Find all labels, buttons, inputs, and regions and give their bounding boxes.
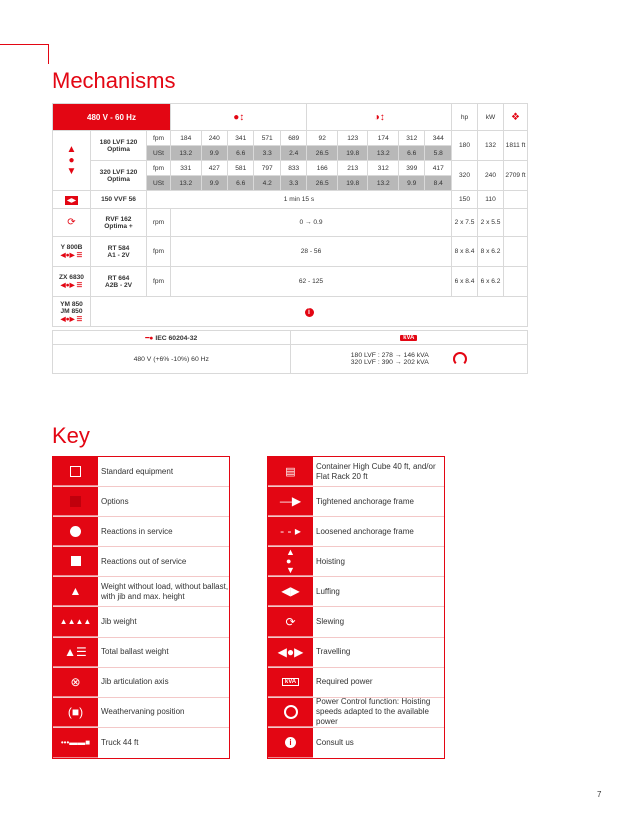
speed-cell: 427: [201, 161, 227, 176]
hoisting-icon: ▲ ● ▼: [53, 131, 91, 191]
key-item: ◀▶ Luffing: [268, 577, 444, 607]
load-cell: 13.2: [368, 176, 399, 191]
travel-speed-2: 62 - 125: [171, 267, 452, 297]
height-cell: 1811 ft: [504, 131, 528, 161]
unit-fpm: fpm: [147, 131, 171, 146]
unit-rpm: rpm: [147, 209, 171, 237]
speed-cell: 581: [228, 161, 254, 176]
mechanisms-table: [52, 103, 528, 327]
speed-cell: 797: [254, 161, 280, 176]
height-cell: 2709 ft: [504, 161, 528, 191]
load-cell: 8.4: [425, 176, 452, 191]
speed-cell: 399: [399, 161, 425, 176]
kva-line-1: 180 LVF : 278 → 146 kVA: [350, 352, 429, 359]
supply-cell: 480 V (+6% -10%) 60 Hz: [53, 345, 291, 374]
key-title: Key: [52, 423, 90, 448]
options-icon: [53, 487, 98, 516]
key-item: Standard equipment: [53, 457, 229, 487]
page-number: 7: [597, 790, 602, 799]
key-item: ▲☰ Total ballast weight: [53, 638, 229, 668]
total-ballast-weight-icon: ▲☰: [53, 638, 98, 667]
key-item: Reactions out of service: [53, 547, 229, 577]
kw-cell: 110: [478, 191, 504, 209]
unit-fpm: fpm: [147, 267, 171, 297]
load-cell: 19.8: [337, 146, 368, 161]
kva-line-2: 320 LVF : 390 → 202 kVA: [350, 359, 429, 366]
load-cell: 6.6: [399, 146, 425, 161]
load-cell: 2.4: [280, 146, 306, 161]
speed-cell: 92: [307, 131, 338, 146]
load-cell: 13.2: [368, 146, 399, 161]
speed-cell: 240: [201, 131, 227, 146]
key-item: ▲▲▲▲ Jib weight: [53, 607, 229, 637]
key-item: ▤ Container High Cube 40 ft, and/or Flat Rack 20 ft: [268, 457, 444, 487]
standard-cell: ━● IEC 60204-32: [53, 331, 291, 345]
jib-articulation-axis-icon: ⊗: [53, 668, 98, 697]
hoist-heavy-speed-icon: ◑↕: [307, 104, 452, 131]
unit-ust: USt: [147, 146, 171, 161]
speed-cell: 312: [399, 131, 425, 146]
load-cell: 26.5: [307, 146, 338, 161]
reactions-out-of-service-icon: [53, 547, 98, 576]
truck-icon: •••▬▬■: [53, 728, 98, 758]
luffing-time: 1 min 15 s: [147, 191, 452, 209]
kw-cell: 8 x 6.2: [478, 237, 504, 267]
power-control-icon: [268, 698, 313, 727]
weight-without-load-icon: ▲: [53, 577, 98, 606]
load-cell: 3.3: [280, 176, 306, 191]
standard-equipment-icon: [53, 457, 98, 486]
corner-decoration-vertical: [48, 44, 49, 64]
speed-cell: 312: [368, 161, 399, 176]
kva-values-cell: [290, 345, 528, 374]
required-power-icon: kVA: [268, 668, 313, 697]
speed-cell: 833: [280, 161, 306, 176]
slewing-icon: ⟳: [53, 209, 91, 237]
luffing-icon: ◀▶: [268, 577, 313, 606]
key-item: ⊗ Jib articulation axis: [53, 668, 229, 698]
key-left-column: [52, 456, 230, 759]
hoisting-icon: ▲ ● ▼: [268, 547, 313, 576]
load-cell: 9.9: [399, 176, 425, 191]
key-item: - - ▸ Loosened anchorage frame: [268, 517, 444, 547]
unit-fpm: fpm: [147, 161, 171, 176]
load-cell: 19.8: [337, 176, 368, 191]
power-supply-header: 480 V - 60 Hz: [53, 104, 171, 131]
load-cell: 26.5: [307, 176, 338, 191]
load-cell: 9.9: [201, 176, 227, 191]
kva-header-cell: [290, 331, 528, 345]
load-cell: 5.8: [425, 146, 452, 161]
hp-cell: 2 x 7.5: [452, 209, 478, 237]
container-icon: ▤: [268, 457, 313, 486]
load-cell: 13.2: [171, 176, 202, 191]
hp-cell: 8 x 8.4: [452, 237, 478, 267]
key-right-column: [267, 456, 445, 759]
speed-cell: 174: [368, 131, 399, 146]
unit-fpm: fpm: [147, 237, 171, 267]
power-control-icon: [453, 352, 467, 366]
load-cell: 4.2: [254, 176, 280, 191]
slewing-icon: ⟳: [268, 607, 313, 636]
weathervaning-position-icon: (■): [53, 698, 98, 727]
travel-chassis-3: YM 850 JM 850 ◀●▶ ☰: [53, 297, 91, 327]
jib-weight-icon: ▲▲▲▲: [53, 607, 98, 636]
load-cell: 9.9: [201, 146, 227, 161]
speed-cell: 571: [254, 131, 280, 146]
travel-model-2: RT 664 A2B - 2V: [91, 267, 147, 297]
speed-cell: 213: [337, 161, 368, 176]
travel-chassis-1: Y 800B ◀●▶ ☰: [53, 237, 91, 267]
travel-chassis-2: ZX 6830 ◀●▶ ☰: [53, 267, 91, 297]
power-table: [52, 330, 528, 374]
key-item: Reactions in service: [53, 517, 229, 547]
speed-cell: 417: [425, 161, 452, 176]
speed-cell: 166: [307, 161, 338, 176]
key-item: (■) Weathervaning position: [53, 698, 229, 728]
load-cell: 13.2: [171, 146, 202, 161]
kw-cell: 2 x 5.5: [478, 209, 504, 237]
hoist-model-2: 320 LVF 120 Optima: [91, 161, 147, 191]
key-item: —▶ Tightened anchorage frame: [268, 487, 444, 517]
tightened-anchorage-icon: —▶: [268, 487, 313, 516]
slewing-model: RVF 162 Optima +: [91, 209, 147, 237]
reactions-in-service-icon: [53, 517, 98, 546]
info-icon: i: [91, 297, 528, 327]
max-height-icon: ❖: [504, 104, 528, 131]
key-item: kVA Required power: [268, 668, 444, 698]
hp-cell: 180: [452, 131, 478, 161]
corner-decoration: [0, 44, 48, 45]
hp-cell: 320: [452, 161, 478, 191]
key-item: ◀●▶ Travelling: [268, 638, 444, 668]
luffing-icon: ◀▶: [53, 191, 91, 209]
hoist-model-1: 180 LVF 120 Optima: [91, 131, 147, 161]
kw-cell: 6 x 6.2: [478, 267, 504, 297]
kw-cell: 240: [478, 161, 504, 191]
hp-cell: 6 x 8.4: [452, 267, 478, 297]
travelling-icon: ◀●▶ ☰: [60, 282, 83, 289]
page-title: Mechanisms: [52, 68, 176, 93]
plug-icon: ━●: [145, 334, 154, 342]
load-cell: 6.6: [228, 146, 254, 161]
luffing-model: 150 VVF 56: [91, 191, 147, 209]
key-item: ⟳ Slewing: [268, 607, 444, 637]
slewing-speed: 0 → 0.9: [171, 209, 452, 237]
speed-cell: 689: [280, 131, 306, 146]
hp-cell: 150: [452, 191, 478, 209]
key-item: Options: [53, 487, 229, 517]
unit-ust: USt: [147, 176, 171, 191]
speed-cell: 123: [337, 131, 368, 146]
travelling-icon: ◀●▶ ☰: [60, 315, 83, 323]
load-cell: 3.3: [254, 146, 280, 161]
speed-cell: 331: [171, 161, 202, 176]
speed-cell: 341: [228, 131, 254, 146]
travelling-icon: ◀●▶ ☰: [60, 252, 83, 259]
travel-speed-1: 28 - 56: [171, 237, 452, 267]
speed-cell: 344: [425, 131, 452, 146]
key-item: i Consult us: [268, 728, 444, 758]
key-item: ▲ ● ▼ Hoisting: [268, 547, 444, 577]
load-cell: 6.6: [228, 176, 254, 191]
loosened-anchorage-icon: - - ▸: [268, 517, 313, 546]
travel-model-1: RT 584 A1 - 2V: [91, 237, 147, 267]
key-item: Power Control function: Hoisting speeds adapted to the available power: [268, 698, 444, 728]
kva-badge: kVA: [400, 335, 417, 341]
travelling-icon: ◀●▶: [268, 638, 313, 667]
speed-cell: 184: [171, 131, 202, 146]
info-icon: i: [268, 728, 313, 758]
hoist-speed-icon: ●↕: [171, 104, 307, 131]
kw-header: kW: [478, 104, 504, 131]
key-item: •••▬▬■ Truck 44 ft: [53, 728, 229, 758]
kw-cell: 132: [478, 131, 504, 161]
key-item: ▲ Weight without load, without ballast, with jib and max. height: [53, 577, 229, 607]
hp-header: hp: [452, 104, 478, 131]
